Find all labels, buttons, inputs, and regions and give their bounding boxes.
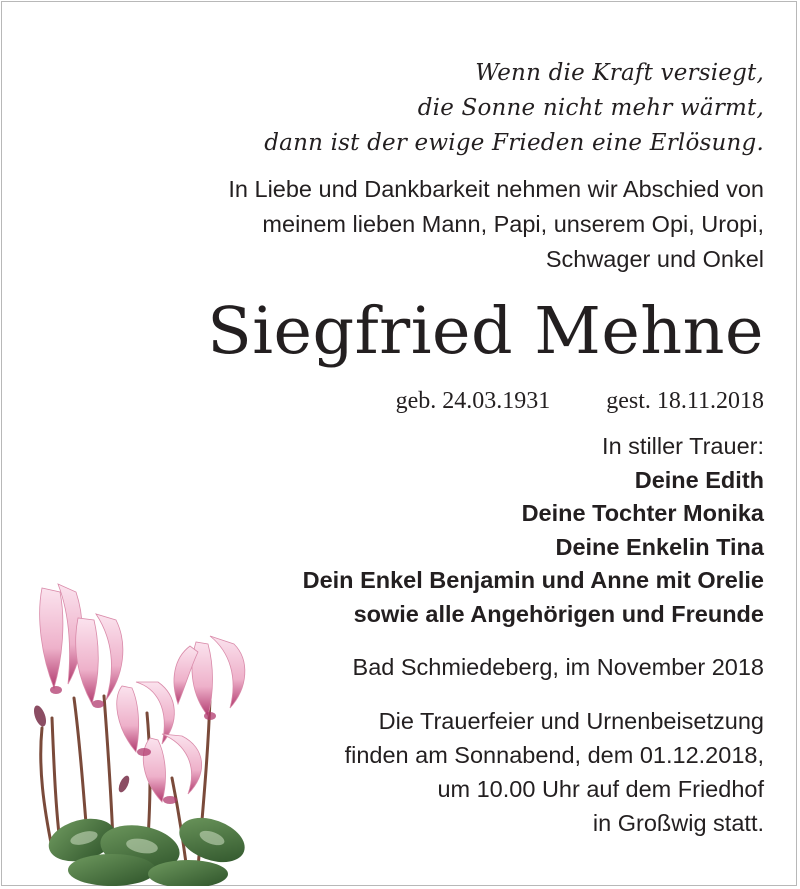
poem bbox=[264, 56, 764, 161]
cyclamen-flower-image bbox=[12, 548, 274, 886]
deceased-name: Siegfried Mehne bbox=[207, 294, 764, 369]
mourner: Deine Enkelin Tina bbox=[555, 533, 764, 560]
life-dates bbox=[396, 384, 764, 418]
mourning-lead: In stiller Trauer: bbox=[602, 433, 764, 459]
farewell-intro bbox=[228, 172, 764, 277]
birth-date: geb. 24.03.1931 bbox=[395, 388, 551, 414]
service-line: Die Trauerfeier und Urnenbeisetzung bbox=[378, 708, 764, 734]
service-line: finden am Sonnabend, dem 01.12.2018, bbox=[344, 742, 764, 768]
intro-line: Schwager und Onkel bbox=[545, 246, 764, 272]
mourner: Dein Enkel Benjamin und Anne mit Orelie bbox=[302, 567, 764, 593]
poem-line: dann ist der ewige Frieden eine Erlösung. bbox=[264, 130, 764, 156]
death-date: gest. 18.11.2018 bbox=[606, 388, 764, 414]
mourner: sowie alle Angehörigen und Freunde bbox=[353, 600, 764, 627]
service-line: um 10.00 Uhr auf dem Friedhof bbox=[437, 776, 764, 802]
mourner: Deine Edith bbox=[634, 466, 764, 493]
poem-line: Wenn die Kraft versiegt, bbox=[475, 60, 764, 86]
poem-line: die Sonne nicht mehr wärmt, bbox=[417, 95, 764, 121]
service-line: in Großwig statt. bbox=[592, 810, 764, 836]
place-and-date: Bad Schmiedeberg, im November 2018 bbox=[352, 654, 764, 680]
funeral-service-info bbox=[345, 704, 764, 840]
mourner: Deine Tochter Monika bbox=[521, 500, 764, 526]
intro-line: In Liebe und Dankbarkeit nehmen wir Abschied von bbox=[228, 176, 764, 202]
mourners-list bbox=[303, 430, 764, 631]
intro-line: meinem lieben Mann, Papi, unserem Opi, Uropi, bbox=[262, 211, 764, 237]
